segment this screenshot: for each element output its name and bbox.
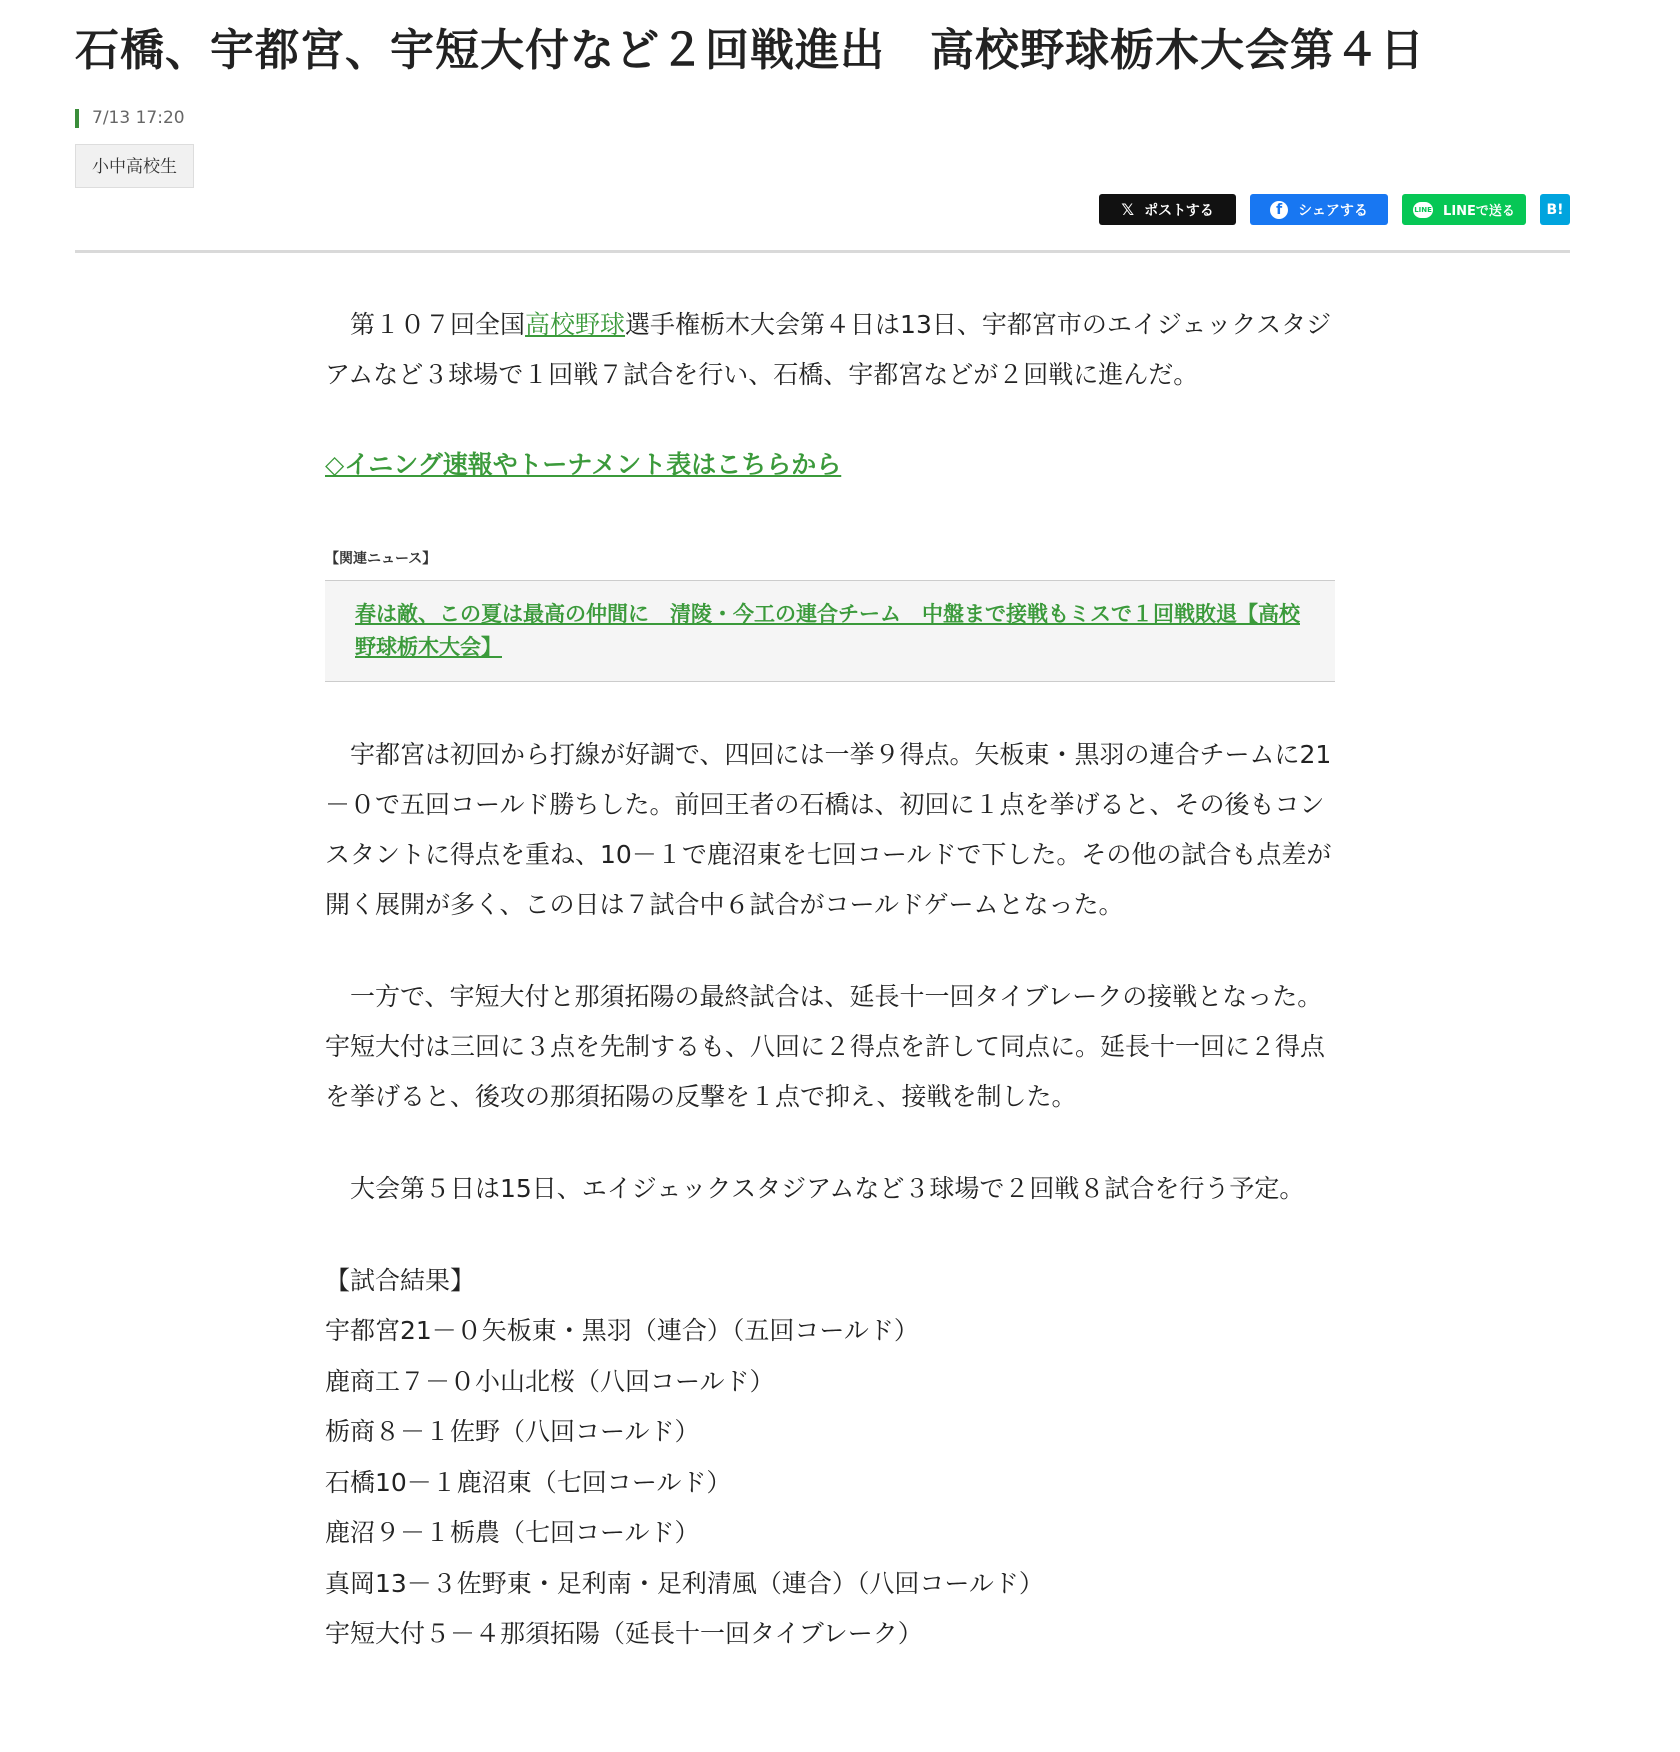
result-item: 石橋10－１鹿沼東（七回コールド） (325, 1467, 732, 1497)
result-item: 鹿沼９－１栃農（七回コールド） (325, 1518, 700, 1547)
hatena-bookmark-button[interactable]: B! (1540, 194, 1570, 225)
body-paragraph: 一方で、宇短大付と那須拓陽の最終試合は、延長十一回タイブレークの接戦となった。宇短大付は三回に３点を先制するも、八回に２得点を許して同点に。延長十一回に２得点を挙げると、後攻の那須拓陽の反撃を１点で抑え、接戦を制した。 (325, 982, 1326, 1111)
date-accent-bar (75, 109, 79, 128)
page-title: 石橋、宇都宮、宇短大付など２回戦進出 高校野球栃木大会第４日 (75, 25, 1425, 76)
x-logo-icon: 𝕏 (1121, 200, 1135, 219)
line-icon: LINE (1413, 202, 1433, 218)
result-item: 宇短大付５－４那須拓陽（延長十一回タイブレーク） (325, 1619, 923, 1648)
publish-date: 7/13 17:20 (92, 108, 185, 128)
share-facebook-button[interactable] (1250, 194, 1388, 225)
inning-tournament-link[interactable]: ◇イニング速報やトーナメント表はこちらから (325, 450, 842, 479)
dateline (75, 108, 1570, 128)
facebook-icon: f (1270, 201, 1288, 219)
article-header (75, 20, 1570, 188)
body-paragraph: 宇都宮は初回から打線が好調で、四回には一挙９得点。矢板東・黒羽の連合チームに21－０で五回コールド勝ちした。前回王者の石橋は、初回に１点を挙げると、その後もコンスタントに得点を重ね、10－１で鹿沼東を七回コールドで下した。その他の試合も点差が開く展開が多く、この日は７試合中６試合がコールドゲームとなった。 (325, 740, 1332, 919)
share-x-button[interactable] (1099, 194, 1236, 225)
results-heading: 【試合結果】 (325, 1266, 476, 1295)
category-tag[interactable]: 小中高校生 (75, 144, 194, 188)
related-article-link[interactable]: 春は敵、この夏は最高の仲間に 清陵・今工の連合チーム 中盤まで接戦もミスで１回戦敗退【高校野球栃木大会】 (355, 602, 1300, 659)
result-item: 宇都宮21－０矢板東・黒羽（連合）（五回コールド） (325, 1316, 919, 1345)
share-facebook-label: シェアする (1298, 202, 1368, 219)
share-buttons (1099, 194, 1570, 225)
lead-paragraph (325, 300, 1335, 400)
share-line-button[interactable] (1402, 194, 1526, 225)
article-body (325, 300, 1335, 1660)
keyword-link[interactable]: 高校野球 (525, 310, 626, 339)
result-item: 鹿商工７－０小山北桜（八回コールド） (325, 1366, 775, 1396)
result-item: 栃商８－１佐野（八回コールド） (325, 1417, 700, 1446)
share-x-label: ポストする (1144, 202, 1214, 219)
result-item: 真岡13－３佐野東・足利南・足利清風（連合）（八回コールド） (325, 1568, 1044, 1598)
lead-prefix: 第１０７回全国 (350, 310, 526, 339)
body-paragraph: 大会第５日は15日、エイジェックスタジアムなど３球場で２回戦８試合を行う予定。 (350, 1174, 1305, 1203)
results-list (325, 1306, 1335, 1660)
related-news-box (325, 580, 1335, 682)
header-divider (75, 250, 1570, 253)
share-line-label: LINEで送る (1443, 204, 1515, 219)
related-news-label: 【関連ニュース】 (325, 551, 437, 567)
lead-suffix: 選手権栃木大会第４日は13日、宇都宮市のエイジェックスタジアムなど３球場で１回戦７試合を行い、石橋、宇都宮などが２回戦に進んだ。 (325, 310, 1332, 389)
